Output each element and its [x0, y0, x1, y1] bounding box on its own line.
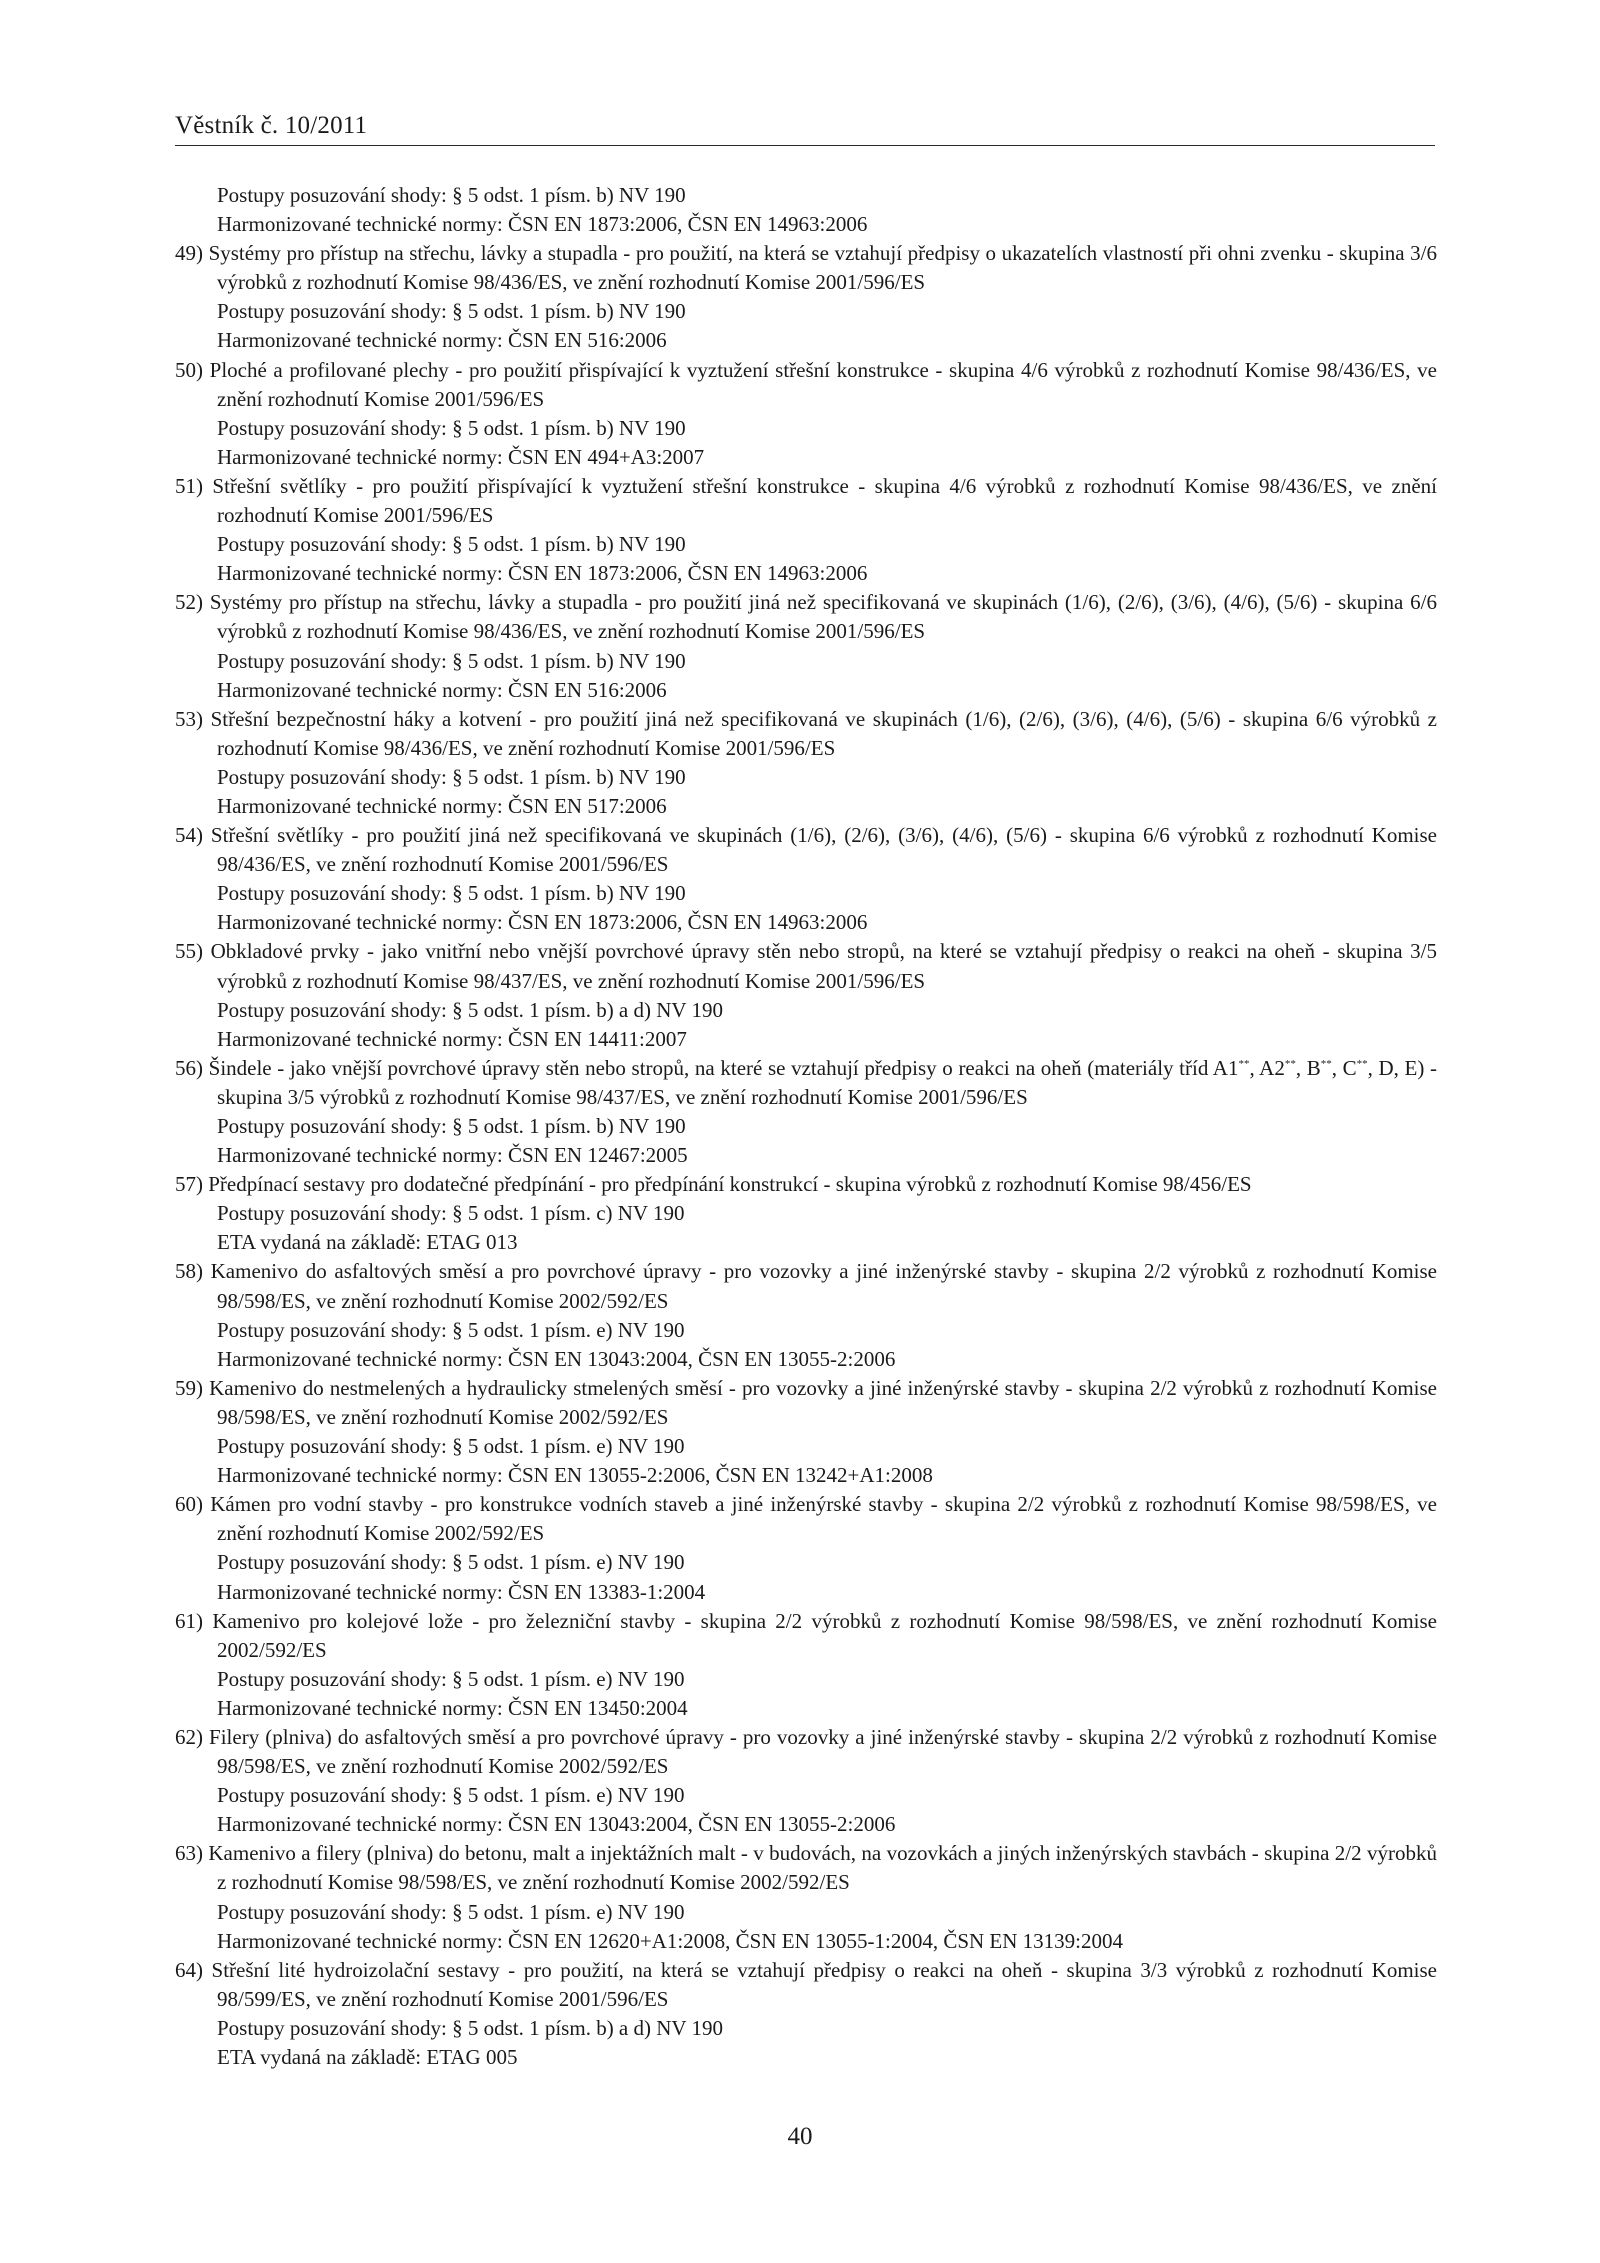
item-title: [175, 1490, 1437, 1548]
item-title-text: Systémy pro přístup na střechu, lávky a stupadla - pro použití, na která se vztahují předpisy o ukazatelích vlastností při ohni zvenku - skupina 3/6 výrobků z rozhodnutí Komise 98/436/ES, ve znění rozhodnutí Komise 2001/596/ES: [208, 241, 1437, 295]
superscript-mark: **: [1356, 1057, 1368, 1070]
superscript-mark: **: [1320, 1057, 1332, 1070]
item-standards: Harmonizované technické normy: ČSN EN 516:2006: [217, 677, 667, 702]
item-title: [175, 356, 1437, 414]
item-standards: Harmonizované technické normy: ČSN EN 13383-1:2004: [217, 1579, 706, 1604]
item-procedure: Postupy posuzování shody: § 5 odst. 1 písm. e) NV 190: [217, 1899, 685, 1924]
list-item: [175, 588, 1437, 704]
item-title-text: Střešní světlíky - pro použití přispívající k vyztužení střešní konstrukce - skupina 4/6 výrobků z rozhodnutí Komise 98/436/ES, ve znění rozhodnutí Komise 2001/596/ES: [212, 473, 1437, 528]
item-number: 53): [175, 706, 203, 731]
item-standards: Harmonizované technické normy: ČSN EN 14411:2007: [217, 1026, 687, 1051]
item-number: 58): [175, 1259, 203, 1284]
item-standards: Harmonizované technické normy: ČSN EN 517:2006: [217, 793, 667, 818]
item-number: 56): [175, 1055, 203, 1080]
item-procedure: Postupy posuzování shody: § 5 odst. 1 písm. b) NV 190: [217, 648, 686, 673]
item-standards: Harmonizované technické normy: ČSN EN 13055-2:2006, ČSN EN 13242+A1:2008: [217, 1463, 933, 1488]
page-number: 40: [787, 2123, 813, 2150]
item-title-text: , B: [1295, 1055, 1321, 1080]
list-item: [175, 705, 1437, 821]
item-title-text: Šindele - jako vnější povrchové úpravy stěn nebo stropů, na které se vztahují předpisy o reakci na oheň (materiály tříd A1: [208, 1055, 1239, 1080]
list-item: [175, 937, 1437, 1053]
item-procedure: Postupy posuzování shody: § 5 odst. 1 písm. e) NV 190: [217, 1317, 685, 1342]
list-item: [175, 472, 1437, 588]
list-item: [175, 1607, 1437, 1723]
item-procedure: Postupy posuzování shody: § 5 odst. 1 písm. e) NV 190: [217, 1550, 685, 1575]
item-title: [175, 821, 1437, 879]
item-title-text: Filery (plniva) do asfaltových směsí a pro povrchové úpravy - pro vozovky a jiné inženýrské stavby - skupina 2/2 výrobků z rozhodnutí Komise 98/598/ES, ve znění rozhodnutí Komise 2002/592/ES: [209, 1724, 1437, 1779]
item-standards: Harmonizované technické normy: ČSN EN 516:2006: [217, 328, 667, 353]
item-number: 59): [175, 1375, 203, 1400]
item-standards: Harmonizované technické normy: ČSN EN 1873:2006, ČSN EN 14963:2006: [217, 910, 868, 935]
header-divider: [175, 145, 1435, 146]
page-header-title: Věstník č. 10/2011: [175, 112, 368, 139]
item-standards: Harmonizované technické normy: ČSN EN 13450:2004: [217, 1695, 688, 1720]
item-title-text: Kamenivo do asfaltových směsí a pro povrchové úpravy - pro vozovky a jiné inženýrské stavby - skupina 2/2 výrobků z rozhodnutí Komise 98/598/ES, ve znění rozhodnutí Komise 2002/592/ES: [210, 1259, 1438, 1313]
superscript-mark: **: [1284, 1057, 1296, 1070]
item-standards: Harmonizované technické normy: ČSN EN 1873:2006, ČSN EN 14963:2006: [217, 561, 868, 586]
list-item: [175, 1956, 1437, 2072]
item-procedure: Postupy posuzování shody: § 5 odst. 1 písm. b) NV 190: [217, 764, 686, 789]
item-procedure: Postupy posuzování shody: § 5 odst. 1 písm. e) NV 190: [217, 1666, 685, 1691]
item-number: 60): [175, 1492, 203, 1517]
item-title: [175, 1956, 1437, 2014]
item-number: 52): [175, 590, 203, 615]
item-title: [175, 705, 1437, 763]
item-list: [175, 239, 1437, 2072]
item-standards: Harmonizované technické normy: ČSN EN 13043:2004, ČSN EN 13055-2:2006: [217, 1812, 896, 1837]
item-number: 61): [175, 1608, 203, 1633]
item-number: 62): [175, 1724, 203, 1749]
item-number: 57): [175, 1172, 203, 1197]
item-number: 50): [175, 357, 203, 382]
item-procedure: Postupy posuzování shody: § 5 odst. 1 písm. b) a d) NV 190: [217, 2015, 723, 2040]
item-procedure: Postupy posuzování shody: § 5 odst. 1 písm. b) NV 190: [217, 881, 686, 906]
item-title: [175, 937, 1437, 995]
item-title: [175, 1839, 1437, 1897]
item-number: 51): [175, 473, 203, 498]
item-title-text: Střešní lité hydroizolační sestavy - pro použití, na která se vztahují předpisy o reakci na oheň - skupina 3/3 výrobků z rozhodnutí Komise 98/599/ES, ve znění rozhodnutí Komise 2001/596/ES: [211, 1957, 1437, 2011]
item-title: [175, 1607, 1437, 1665]
item-title-text: Kamenivo a filery (plniva) do betonu, malt a injektážních malt - v budovách, na vozovkách a jiných inženýrských stavbách - skupina 2/2 výrobků z rozhodnutí Komise 98/598/ES, ve znění rozhodnutí Komise 2002/592/ES: [208, 1841, 1438, 1895]
item-title-text: Střešní bezpečnostní háky a kotvení - pro použití jiná než specifikovaná ve skupinách (1/6), (2/6), (3/6), (4/6), (5/6) - skupina 6/6 výrobků z rozhodnutí Komise 98/436/ES, ve znění rozhodnutí Komise 2001/596/ES: [210, 706, 1437, 760]
item-title: [175, 588, 1437, 646]
item-title-text: , C: [1331, 1055, 1357, 1080]
list-item: [175, 239, 1437, 355]
list-item: [175, 821, 1437, 937]
item-number: 64): [175, 1957, 203, 1982]
list-item: [175, 1374, 1437, 1490]
item-title-text: Kamenivo do nestmelených a hydraulicky stmelených směsí - pro vozovky a jiné inženýrské stavby - skupina 2/2 výrobků z rozhodnutí Komise 98/598/ES, ve znění rozhodnutí Komise 2002/592/ES: [209, 1375, 1437, 1429]
item-title-text: Kamenivo pro kolejové lože - pro železniční stavby - skupina 2/2 výrobků z rozhodnutí Komise 98/598/ES, ve znění rozhodnutí Komise 2002/592/ES: [212, 1608, 1438, 1662]
superscript-mark: **: [1238, 1057, 1250, 1070]
item-title: [175, 1257, 1437, 1315]
item-title-text: Systémy pro přístup na střechu, lávky a stupadla - pro použití jiná než specifikovaná ve skupinách (1/6), (2/6), (3/6), (4/6), (5/6) - skupina 6/6 výrobků z rozhodnutí Komise 98/436/ES, ve znění rozhodnutí Komise 2001/596/ES: [209, 590, 1437, 644]
item-standards: ETA vydaná na základě: ETAG 013: [217, 1230, 518, 1255]
item-title-text: Kámen pro vodní stavby - pro konstrukce vodních staveb a jiné inženýrské stavby - skupina 2/2 výrobků z rozhodnutí Komise 98/598/ES, ve znění rozhodnutí Komise 2002/592/ES: [210, 1492, 1437, 1546]
item-title: [175, 1374, 1437, 1432]
item-title-text: Obkladové prvky - jako vnitřní nebo vnější povrchové úpravy stěn nebo stropů, na které se vztahují předpisy o reakci na oheň - skupina 3/5 výrobků z rozhodnutí Komise 98/437/ES, ve znění rozhodnutí Komise 2001/596/ES: [210, 939, 1437, 993]
item-title-text: , D, E) - skupina 3/5 výrobků z rozhodnutí Komise 98/437/ES, ve znění rozhodnutí Komise 2001/596/ES: [217, 1055, 1438, 1109]
item-title: [175, 472, 1437, 530]
item-standards: Harmonizované technické normy: ČSN EN 494+A3:2007: [217, 444, 705, 469]
intro-standards-line: Harmonizované technické normy: ČSN EN 1873:2006, ČSN EN 14963:2006: [217, 212, 868, 237]
item-procedure: Postupy posuzování shody: § 5 odst. 1 písm. c) NV 190: [217, 1201, 685, 1226]
item-title-text: , A2: [1249, 1055, 1285, 1080]
item-title: [175, 239, 1437, 297]
item-title-text: Ploché a profilované plechy - pro použití přispívající k vyztužení střešní konstrukce - skupina 4/6 výrobků z rozhodnutí Komise 98/436/ES, ve znění rozhodnutí Komise 2001/596/ES: [209, 357, 1438, 411]
list-item: [175, 1257, 1437, 1373]
item-procedure: Postupy posuzování shody: § 5 odst. 1 písm. b) NV 190: [217, 299, 686, 324]
item-number: 63): [175, 1841, 203, 1866]
item-procedure: Postupy posuzování shody: § 5 odst. 1 písm. e) NV 190: [217, 1434, 685, 1459]
document-body: [175, 181, 1437, 2072]
item-title: [175, 1054, 1437, 1112]
item-title: [175, 1723, 1437, 1781]
list-item: [175, 1839, 1437, 1955]
intro-procedure-line: Postupy posuzování shody: § 5 odst. 1 písm. b) NV 190: [217, 183, 686, 207]
item-number: 54): [175, 823, 203, 848]
item-title: [175, 1170, 1437, 1199]
item-standards: Harmonizované technické normy: ČSN EN 12620+A1:2008, ČSN EN 13055-1:2004, ČSN EN 13139:2004: [217, 1928, 1124, 1953]
item-standards: Harmonizované technické normy: ČSN EN 12467:2005: [217, 1143, 688, 1168]
item-title-text: Předpínací sestavy pro dodatečné předpínání - pro předpínání konstrukcí - skupina výrobků z rozhodnutí Komise 98/456/ES: [208, 1172, 1252, 1197]
item-procedure: Postupy posuzování shody: § 5 odst. 1 písm. b) NV 190: [217, 415, 686, 440]
list-item: [175, 1054, 1437, 1170]
item-number: 49): [175, 241, 203, 266]
item-standards: ETA vydaná na základě: ETAG 005: [217, 2045, 518, 2069]
item-standards: Harmonizované technické normy: ČSN EN 13043:2004, ČSN EN 13055-2:2006: [217, 1346, 896, 1371]
list-item: [175, 1490, 1437, 1606]
item-procedure: Postupy posuzování shody: § 5 odst. 1 písm. b) a d) NV 190: [217, 997, 723, 1022]
item-number: 55): [175, 939, 203, 964]
list-item: [175, 356, 1437, 472]
item-procedure: Postupy posuzování shody: § 5 odst. 1 písm. e) NV 190: [217, 1783, 685, 1808]
list-item: [175, 1723, 1437, 1839]
item-title-text: Střešní světlíky - pro použití jiná než specifikovaná ve skupinách (1/6), (2/6), (3/6), (4/6), (5/6) - skupina 6/6 výrobků z rozhodnutí Komise 98/436/ES, ve znění rozhodnutí Komise 2001/596/ES: [210, 823, 1438, 877]
item-procedure: Postupy posuzování shody: § 5 odst. 1 písm. b) NV 190: [217, 532, 686, 557]
item-procedure: Postupy posuzování shody: § 5 odst. 1 písm. b) NV 190: [217, 1114, 686, 1138]
list-item: [175, 1170, 1437, 1257]
